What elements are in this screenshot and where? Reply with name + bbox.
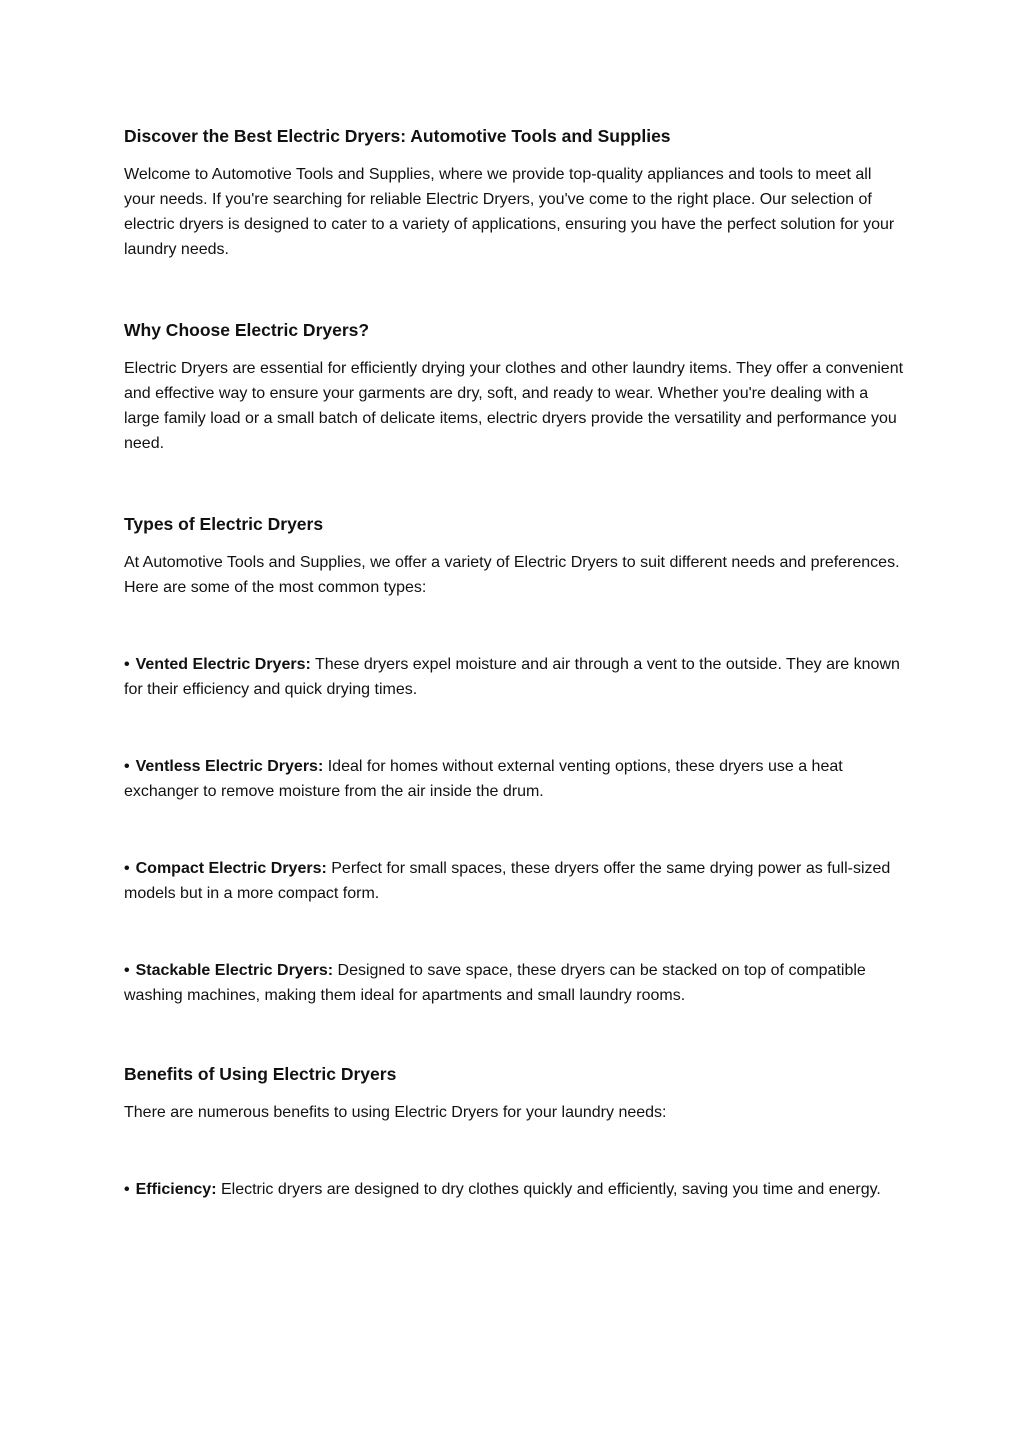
list-item-efficiency bbox=[124, 1177, 904, 1202]
list-item-term: Vented Electric Dryers: bbox=[135, 656, 311, 673]
list-item-text: These dryers expel moisture and air through a vent to the outside. They are known for their efficiency and quick drying times. bbox=[124, 656, 900, 698]
benefits-heading: Benefits of Using Electric Dryers bbox=[124, 1064, 397, 1084]
list-item-term: Efficiency: bbox=[135, 1181, 217, 1198]
bullet-icon: • bbox=[124, 1181, 130, 1198]
why-heading: Why Choose Electric Dryers? bbox=[124, 320, 370, 340]
list-item-text: Electric dryers are designed to dry clothes quickly and efficiently, saving you time and energy. bbox=[216, 1181, 881, 1198]
list-item-text: Perfect for small spaces, these dryers offer the same drying power as full-sized models but in a more compact form. bbox=[124, 860, 891, 902]
list-item-vented bbox=[124, 652, 904, 702]
types-paragraph: At Automotive Tools and Supplies, we offer a variety of Electric Dryers to suit different needs and preferences. Here are some of the most common types: bbox=[124, 554, 900, 596]
bullet-icon: • bbox=[124, 962, 130, 979]
intro-heading: Discover the Best Electric Dryers: Automotive Tools and Supplies bbox=[124, 126, 671, 146]
list-item-term: Compact Electric Dryers: bbox=[135, 860, 327, 877]
bullet-icon: • bbox=[124, 860, 130, 877]
why-paragraph: Electric Dryers are essential for efficiently drying your clothes and other laundry items. They offer a convenient and effective way to ensure your garments are dry, soft, and ready to wear. Whether you're dealing with a large family load or a small batch of delicate items, electric dryers provide the versatility and performance you need. bbox=[124, 360, 904, 452]
benefits-paragraph: There are numerous benefits to using Electric Dryers for your laundry needs: bbox=[124, 1104, 667, 1121]
intro-paragraph: Welcome to Automotive Tools and Supplies, where we provide top-quality appliances and tools to meet all your needs. If you're searching for reliable Electric Dryers, you've come to the right place. Our selection of electric dryers is designed to cater to a variety of applications, ensuring you have the perfect solution for your laundry needs. bbox=[124, 166, 895, 258]
bullet-icon: • bbox=[124, 656, 130, 673]
list-item-stackable bbox=[124, 958, 904, 1008]
list-item-text: Designed to save space, these dryers can be stacked on top of compatible washing machines, making them ideal for apartments and small laundry rooms. bbox=[124, 962, 866, 1004]
bullet-icon: • bbox=[124, 758, 130, 775]
document-page bbox=[124, 124, 904, 1202]
list-item-term: Ventless Electric Dryers: bbox=[135, 758, 324, 775]
types-heading: Types of Electric Dryers bbox=[124, 514, 324, 534]
list-item-compact bbox=[124, 856, 904, 906]
list-item-term: Stackable Electric Dryers: bbox=[135, 962, 334, 979]
list-item-ventless bbox=[124, 754, 904, 804]
list-item-text: Ideal for homes without external venting options, these dryers use a heat exchanger to remove moisture from the air inside the drum. bbox=[124, 758, 843, 800]
